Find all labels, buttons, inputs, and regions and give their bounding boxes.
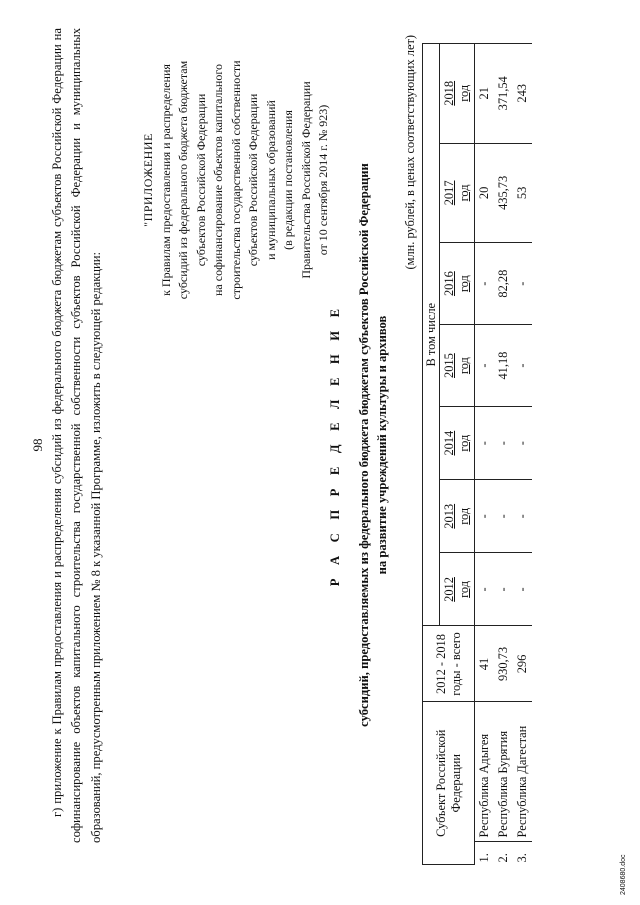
row-value: - (513, 553, 532, 626)
year-label: 2014 (442, 430, 456, 456)
appendix-line: субъектов Российской Федерации (193, 93, 208, 267)
year-unit: год (457, 84, 471, 102)
header-year (440, 143, 475, 243)
table-row (494, 44, 513, 865)
year-label: 2017 (442, 180, 456, 206)
header-year (440, 553, 475, 626)
document-subtitle (355, 25, 391, 865)
header-subject (423, 702, 475, 865)
appendix-line: и муниципальных образований (263, 100, 278, 260)
year-unit: год (457, 434, 471, 452)
header-subject-text: Субъект Российской Федерации (433, 729, 463, 837)
row-value: - (475, 325, 495, 407)
year-label: 2013 (442, 503, 456, 529)
row-number: 1. (477, 853, 491, 863)
row-number: 3. (515, 853, 529, 863)
appendix-line: субъектов Российской Федерации (246, 93, 260, 267)
year-label: 2018 (442, 80, 456, 106)
appendix-line: к Правилам предоставления и распределения (158, 64, 173, 296)
appendix-header (140, 30, 333, 330)
document-id: 2408680.doc (620, 854, 627, 895)
row-subject: Республика Бурятия (494, 702, 513, 842)
subtitle-line-2: на развитие учреждений культуры и архивов (375, 315, 389, 575)
document-title-text: Р А С П Р Е Д Е Л Е Н И Е (328, 303, 342, 587)
appendix-line: от 10 сентября 2014 г. № 923) (316, 104, 330, 256)
row-value: 243 (513, 44, 532, 144)
row-value: 371,54 (494, 44, 513, 144)
row-value: - (513, 325, 532, 407)
year-unit: год (457, 507, 471, 525)
appendix-line: Правительства Российской Федерации (298, 81, 313, 279)
appendix-line: субсидий из федерального бюджета бюджетам (176, 60, 190, 300)
subtitle-line-1: субсидий, предоставляемых из федерального бюджета бюджетам субъектов Российской Федерации (357, 163, 371, 727)
intro-paragraph: г) приложение к Правилам предоставления и распределения субсидий из федерального бюджета бюджетам субъектов Российской Федерации на софинансирование объектов капитального строительства государственной собственности субъектов Российской Федерации и муниципальных образований, предусмотренным приложением № 8 к указанной Программе, изложить в следующей редакции: (50, 28, 103, 843)
row-value: - (475, 480, 495, 553)
year-unit: год (457, 357, 471, 375)
row-total: 930,73 (494, 626, 513, 702)
document-title (328, 25, 343, 865)
row-value: - (513, 407, 532, 480)
row-value: - (494, 407, 513, 480)
row-value: - (494, 480, 513, 553)
header-year (440, 480, 475, 553)
row-value: 21 (475, 44, 495, 144)
appendix-line: на софинансирование объектов капитального (211, 64, 225, 296)
year-unit: год (457, 184, 471, 202)
row-value: 20 (475, 143, 495, 243)
row-value: 435,73 (494, 143, 513, 243)
appendix-line: строительства государственной собственности (228, 60, 243, 300)
header-total-line1: 2012 - 2018 (433, 634, 448, 694)
row-subject: Республика Адыгея (475, 702, 495, 842)
header-year (440, 325, 475, 407)
page-number: 98 (30, 438, 45, 452)
row-value: 41,18 (494, 325, 513, 407)
year-unit: год (457, 275, 471, 293)
year-label: 2015 (442, 353, 456, 378)
row-value: 82,28 (494, 243, 513, 325)
row-total: 296 (513, 626, 532, 702)
row-total: 41 (475, 626, 495, 702)
row-value: - (494, 553, 513, 626)
row-value: - (475, 553, 495, 626)
distribution-table (422, 43, 532, 865)
header-year (440, 407, 475, 480)
header-group-text: В том числе (423, 302, 438, 367)
header-group (423, 44, 440, 627)
row-value: - (513, 243, 532, 325)
table-row (513, 44, 532, 865)
year-unit: год (457, 580, 471, 598)
header-total (423, 626, 475, 702)
year-label: 2012 (442, 577, 456, 602)
header-year (440, 243, 475, 325)
row-subject: Республика Дагестан (513, 702, 532, 842)
row-value: - (475, 243, 495, 325)
header-total-line2: годы - всего (448, 632, 463, 696)
appendix-heading: "ПРИЛОЖЕНИЕ (141, 133, 155, 227)
header-year (440, 44, 475, 144)
row-value: - (513, 480, 532, 553)
row-value: - (475, 407, 495, 480)
row-value: 53 (513, 143, 532, 243)
year-label: 2016 (442, 271, 456, 297)
table-row (475, 44, 495, 865)
row-number: 2. (496, 853, 510, 863)
appendix-line: (в редакции постановления (281, 110, 295, 250)
units-note: (млн. рублей, в ценах соответствующих лет) (403, 35, 417, 270)
